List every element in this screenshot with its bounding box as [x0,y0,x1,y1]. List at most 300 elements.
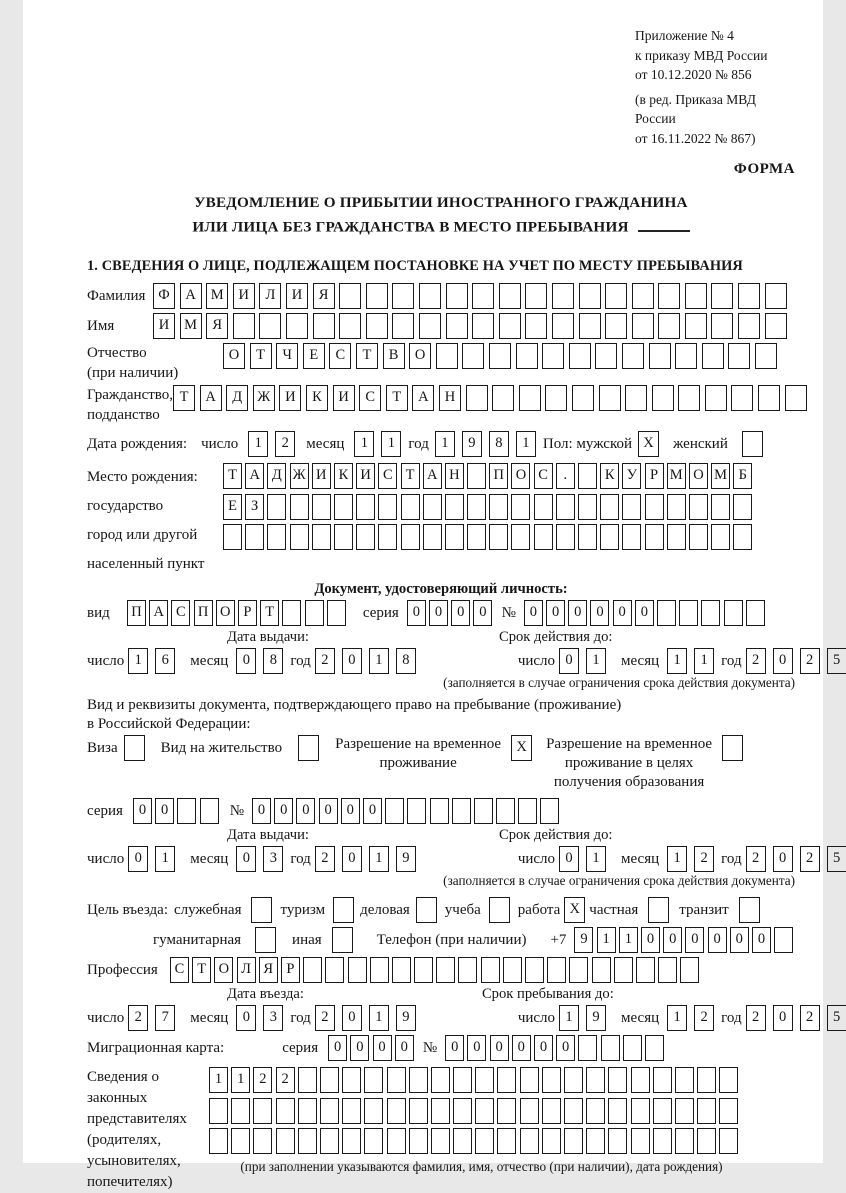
char-cell[interactable] [467,494,486,520]
char-cell[interactable] [595,343,617,369]
char-cell[interactable] [540,798,559,824]
char-cell[interactable] [453,1067,472,1093]
char-cell[interactable] [711,494,730,520]
char-cell[interactable] [364,1067,383,1093]
char-cell[interactable] [564,1128,583,1154]
char-cell[interactable] [511,494,530,520]
char-cell[interactable] [608,1128,627,1154]
char-cell[interactable] [475,1098,494,1124]
entry-month-cells[interactable] [236,1005,290,1031]
char-cell[interactable] [276,1098,295,1124]
char-cell[interactable] [765,313,787,339]
char-cell[interactable]: 1 [559,1005,579,1031]
purpose-study-checkbox[interactable] [489,897,510,923]
char-cell[interactable]: 9 [586,1005,606,1031]
stay-month-cells[interactable] [667,1005,721,1031]
phone-cells[interactable] [574,927,796,953]
char-cell[interactable] [445,494,464,520]
char-cell[interactable] [599,385,621,411]
char-cell[interactable]: 0 [773,846,793,872]
char-cell[interactable] [298,1098,317,1124]
char-cell[interactable]: 0 [363,798,382,824]
char-cell[interactable] [419,313,441,339]
char-cell[interactable] [534,494,553,520]
char-cell[interactable]: 1 [248,431,268,457]
stay-year-cells[interactable] [746,1005,846,1031]
char-cell[interactable] [385,798,404,824]
char-cell[interactable]: 2 [275,431,295,457]
char-cell[interactable] [467,463,486,489]
char-cell[interactable]: 1 [369,846,389,872]
char-cell[interactable]: 2 [276,1067,295,1093]
char-cell[interactable]: Т [223,463,242,489]
char-cell[interactable] [578,524,597,550]
char-cell[interactable]: 0 [546,600,565,626]
char-cell[interactable]: 0 [296,798,315,824]
rvp-valid-day-cells[interactable] [559,846,613,872]
char-cell[interactable] [342,1128,361,1154]
char-cell[interactable] [409,1128,428,1154]
char-cell[interactable] [518,798,537,824]
migration-seriya-cells[interactable] [328,1035,417,1061]
char-cell[interactable] [622,343,644,369]
char-cell[interactable] [556,524,575,550]
char-cell[interactable]: 9 [462,431,482,457]
purpose-private-checkbox[interactable] [648,897,669,923]
char-cell[interactable] [489,494,508,520]
char-cell[interactable]: Т [386,385,408,411]
char-cell[interactable] [342,1098,361,1124]
char-cell[interactable] [658,313,680,339]
id-number-cells[interactable] [524,600,768,626]
representatives-row3[interactable] [209,1128,754,1154]
char-cell[interactable] [366,313,388,339]
char-cell[interactable]: О [216,600,235,626]
char-cell[interactable] [679,600,698,626]
char-cell[interactable]: 0 [730,927,749,953]
id-doc-type-cells[interactable] [127,600,349,626]
char-cell[interactable]: 1 [369,1005,389,1031]
char-cell[interactable] [608,1098,627,1124]
char-cell[interactable] [489,524,508,550]
char-cell[interactable]: Ж [290,463,309,489]
char-cell[interactable]: О [511,463,530,489]
char-cell[interactable]: 0 [663,927,682,953]
char-cell[interactable] [298,1067,317,1093]
char-cell[interactable] [711,283,733,309]
rvp-number-cells[interactable] [252,798,563,824]
char-cell[interactable]: Л [237,957,256,983]
patronymic-cells[interactable] [223,343,781,369]
char-cell[interactable] [678,385,700,411]
char-cell[interactable]: 0 [342,1005,362,1031]
char-cell[interactable] [290,524,309,550]
char-cell[interactable] [569,957,588,983]
char-cell[interactable]: И [279,385,301,411]
char-cell[interactable] [632,313,654,339]
purpose-tourism-checkbox[interactable] [333,897,354,923]
visa-checkbox[interactable] [124,735,145,761]
rvp-seriya-cells[interactable] [133,798,222,824]
char-cell[interactable] [785,385,807,411]
char-cell[interactable]: С [170,957,189,983]
char-cell[interactable] [446,313,468,339]
char-cell[interactable] [542,1128,561,1154]
char-cell[interactable]: 1 [435,431,455,457]
char-cell[interactable]: Ф [153,283,175,309]
char-cell[interactable] [542,1067,561,1093]
birth-year-cells[interactable] [435,431,543,457]
char-cell[interactable]: 0 [635,600,654,626]
char-cell[interactable] [605,283,627,309]
char-cell[interactable]: Т [401,463,420,489]
char-cell[interactable]: Т [173,385,195,411]
char-cell[interactable]: 3 [263,846,283,872]
char-cell[interactable] [489,343,511,369]
char-cell[interactable]: 0 [685,927,704,953]
representatives-row2[interactable] [209,1098,754,1124]
char-cell[interactable] [177,798,196,824]
char-cell[interactable]: 1 [516,431,536,457]
char-cell[interactable] [334,524,353,550]
char-cell[interactable] [276,1128,295,1154]
profession-cells[interactable] [170,957,703,983]
char-cell[interactable] [445,524,464,550]
char-cell[interactable] [525,283,547,309]
char-cell[interactable] [290,494,309,520]
char-cell[interactable] [556,494,575,520]
char-cell[interactable]: Я [259,957,278,983]
char-cell[interactable] [446,283,468,309]
char-cell[interactable]: 6 [155,648,175,674]
char-cell[interactable] [245,524,264,550]
char-cell[interactable]: 2 [800,648,820,674]
char-cell[interactable] [738,283,760,309]
char-cell[interactable]: А [149,600,168,626]
char-cell[interactable]: А [200,385,222,411]
char-cell[interactable] [600,494,619,520]
char-cell[interactable]: С [329,343,351,369]
char-cell[interactable] [719,1098,738,1124]
char-cell[interactable] [253,1128,272,1154]
char-cell[interactable]: 0 [490,1035,509,1061]
char-cell[interactable]: К [306,385,328,411]
char-cell[interactable]: М [180,313,202,339]
stay-day-cells[interactable] [559,1005,613,1031]
char-cell[interactable]: 0 [556,1035,575,1061]
purpose-business-checkbox[interactable] [416,897,437,923]
char-cell[interactable]: 2 [315,1005,335,1031]
char-cell[interactable] [436,343,458,369]
char-cell[interactable] [496,798,515,824]
char-cell[interactable] [564,1067,583,1093]
name-cells[interactable] [153,313,791,339]
char-cell[interactable]: 0 [236,846,256,872]
char-cell[interactable] [392,283,414,309]
char-cell[interactable]: 0 [236,1005,256,1031]
char-cell[interactable]: Д [226,385,248,411]
char-cell[interactable] [569,343,591,369]
char-cell[interactable] [320,1098,339,1124]
char-cell[interactable]: Р [238,600,257,626]
char-cell[interactable]: 9 [396,846,416,872]
char-cell[interactable] [631,1067,650,1093]
char-cell[interactable] [689,524,708,550]
char-cell[interactable]: 0 [708,927,727,953]
char-cell[interactable] [579,313,601,339]
char-cell[interactable] [689,494,708,520]
char-cell[interactable]: 0 [473,600,492,626]
temp-residence-edu-checkbox[interactable] [722,735,743,761]
char-cell[interactable] [453,1128,472,1154]
char-cell[interactable]: 0 [451,600,470,626]
char-cell[interactable] [233,313,255,339]
char-cell[interactable] [586,1067,605,1093]
rvp-valid-year-cells[interactable] [746,846,846,872]
char-cell[interactable]: Т [250,343,272,369]
char-cell[interactable]: 7 [155,1005,175,1031]
char-cell[interactable] [407,798,426,824]
char-cell[interactable]: 1 [369,648,389,674]
char-cell[interactable] [667,494,686,520]
char-cell[interactable] [409,1098,428,1124]
char-cell[interactable] [366,283,388,309]
char-cell[interactable] [545,385,567,411]
char-cell[interactable] [705,385,727,411]
char-cell[interactable]: 0 [319,798,338,824]
char-cell[interactable] [364,1098,383,1124]
char-cell[interactable] [579,283,601,309]
char-cell[interactable] [282,600,301,626]
char-cell[interactable] [387,1128,406,1154]
char-cell[interactable]: 1 [619,927,638,953]
char-cell[interactable] [685,313,707,339]
char-cell[interactable] [231,1098,250,1124]
char-cell[interactable] [475,1067,494,1093]
char-cell[interactable] [728,343,750,369]
char-cell[interactable] [267,494,286,520]
char-cell[interactable]: 2 [253,1067,272,1093]
char-cell[interactable] [525,313,547,339]
entry-day-cells[interactable] [128,1005,182,1031]
char-cell[interactable] [653,1067,672,1093]
char-cell[interactable]: 0 [524,600,543,626]
char-cell[interactable] [520,1067,539,1093]
char-cell[interactable] [525,957,544,983]
char-cell[interactable] [675,1067,694,1093]
char-cell[interactable]: 0 [395,1035,414,1061]
char-cell[interactable]: 1 [354,431,374,457]
char-cell[interactable] [578,494,597,520]
char-cell[interactable] [327,600,346,626]
char-cell[interactable]: 2 [694,1005,714,1031]
char-cell[interactable]: Р [645,463,664,489]
char-cell[interactable] [667,524,686,550]
char-cell[interactable]: З [245,494,264,520]
male-checkbox[interactable]: X [638,431,659,457]
char-cell[interactable]: 1 [667,648,687,674]
char-cell[interactable] [401,494,420,520]
char-cell[interactable] [298,1128,317,1154]
char-cell[interactable] [414,957,433,983]
char-cell[interactable] [711,313,733,339]
char-cell[interactable] [542,1098,561,1124]
char-cell[interactable]: М [711,463,730,489]
char-cell[interactable]: 3 [263,1005,283,1031]
char-cell[interactable]: 5 [827,648,846,674]
char-cell[interactable]: С [378,463,397,489]
char-cell[interactable] [378,494,397,520]
char-cell[interactable]: 9 [396,1005,416,1031]
birth-place-row1[interactable] [223,463,756,489]
char-cell[interactable] [702,343,724,369]
char-cell[interactable]: 2 [315,648,335,674]
char-cell[interactable]: 0 [407,600,426,626]
char-cell[interactable]: 1 [597,927,616,953]
char-cell[interactable]: Е [223,494,242,520]
char-cell[interactable]: Т [192,957,211,983]
char-cell[interactable]: 2 [800,846,820,872]
char-cell[interactable]: Ч [276,343,298,369]
char-cell[interactable] [313,313,335,339]
char-cell[interactable]: 9 [574,927,593,953]
char-cell[interactable]: Т [356,343,378,369]
char-cell[interactable] [481,957,500,983]
char-cell[interactable] [472,283,494,309]
char-cell[interactable]: И [312,463,331,489]
char-cell[interactable]: 0 [342,648,362,674]
char-cell[interactable]: М [206,283,228,309]
char-cell[interactable] [542,343,564,369]
birth-day-cells[interactable] [248,431,302,457]
char-cell[interactable] [499,313,521,339]
id-issue-month-cells[interactable] [236,648,290,674]
char-cell[interactable] [499,283,521,309]
char-cell[interactable] [467,524,486,550]
id-valid-year-cells[interactable] [746,648,846,674]
char-cell[interactable]: 0 [568,600,587,626]
char-cell[interactable]: 0 [373,1035,392,1061]
char-cell[interactable] [631,1098,650,1124]
char-cell[interactable] [267,524,286,550]
surname-cells[interactable] [153,283,791,309]
char-cell[interactable] [658,283,680,309]
char-cell[interactable] [733,494,752,520]
char-cell[interactable]: 0 [128,846,148,872]
char-cell[interactable]: Д [267,463,286,489]
char-cell[interactable]: С [171,600,190,626]
char-cell[interactable] [652,385,674,411]
char-cell[interactable]: 0 [350,1035,369,1061]
birth-place-row2[interactable] [223,494,756,520]
char-cell[interactable] [474,798,493,824]
char-cell[interactable]: 8 [396,648,416,674]
char-cell[interactable] [334,494,353,520]
char-cell[interactable]: А [180,283,202,309]
char-cell[interactable] [653,1128,672,1154]
char-cell[interactable] [645,1035,664,1061]
rvp-issue-year-cells[interactable] [315,846,423,872]
char-cell[interactable]: 0 [559,846,579,872]
char-cell[interactable] [423,524,442,550]
citizenship-cells[interactable] [173,385,811,411]
char-cell[interactable] [701,600,720,626]
char-cell[interactable] [632,283,654,309]
char-cell[interactable] [378,524,397,550]
char-cell[interactable]: Я [313,283,335,309]
char-cell[interactable] [653,1098,672,1124]
char-cell[interactable]: 5 [827,1005,846,1031]
char-cell[interactable]: 0 [342,846,362,872]
char-cell[interactable] [458,957,477,983]
char-cell[interactable] [601,1035,620,1061]
char-cell[interactable] [387,1098,406,1124]
char-cell[interactable]: 2 [746,648,766,674]
char-cell[interactable] [342,1067,361,1093]
char-cell[interactable] [572,385,594,411]
char-cell[interactable]: И [333,385,355,411]
char-cell[interactable]: И [153,313,175,339]
char-cell[interactable] [305,600,324,626]
char-cell[interactable] [625,385,647,411]
char-cell[interactable]: 2 [746,1005,766,1031]
char-cell[interactable] [697,1098,716,1124]
char-cell[interactable] [231,1128,250,1154]
char-cell[interactable] [339,283,361,309]
char-cell[interactable]: О [223,343,245,369]
char-cell[interactable] [605,313,627,339]
birth-month-cells[interactable] [354,431,408,457]
char-cell[interactable]: У [622,463,641,489]
char-cell[interactable] [364,1128,383,1154]
char-cell[interactable] [436,957,455,983]
char-cell[interactable] [466,385,488,411]
char-cell[interactable]: Б [733,463,752,489]
id-issue-day-cells[interactable] [128,648,182,674]
char-cell[interactable] [419,283,441,309]
char-cell[interactable]: О [409,343,431,369]
char-cell[interactable]: И [286,283,308,309]
char-cell[interactable]: 0 [155,798,174,824]
birth-place-row3[interactable] [223,524,756,550]
char-cell[interactable]: А [412,385,434,411]
id-valid-month-cells[interactable] [667,648,721,674]
char-cell[interactable] [462,343,484,369]
char-cell[interactable] [719,1067,738,1093]
char-cell[interactable]: 1 [586,846,606,872]
char-cell[interactable] [503,957,522,983]
char-cell[interactable]: 1 [128,648,148,674]
char-cell[interactable] [209,1128,228,1154]
rvp-valid-month-cells[interactable] [667,846,721,872]
char-cell[interactable] [423,494,442,520]
char-cell[interactable]: М [667,463,686,489]
char-cell[interactable] [724,600,743,626]
char-cell[interactable]: О [689,463,708,489]
char-cell[interactable] [731,385,753,411]
char-cell[interactable] [356,494,375,520]
char-cell[interactable]: О [214,957,233,983]
char-cell[interactable] [430,798,449,824]
char-cell[interactable] [303,957,322,983]
char-cell[interactable]: 0 [236,648,256,674]
char-cell[interactable] [370,957,389,983]
char-cell[interactable] [645,494,664,520]
char-cell[interactable] [711,524,730,550]
char-cell[interactable] [657,600,676,626]
char-cell[interactable]: П [194,600,213,626]
char-cell[interactable] [286,313,308,339]
